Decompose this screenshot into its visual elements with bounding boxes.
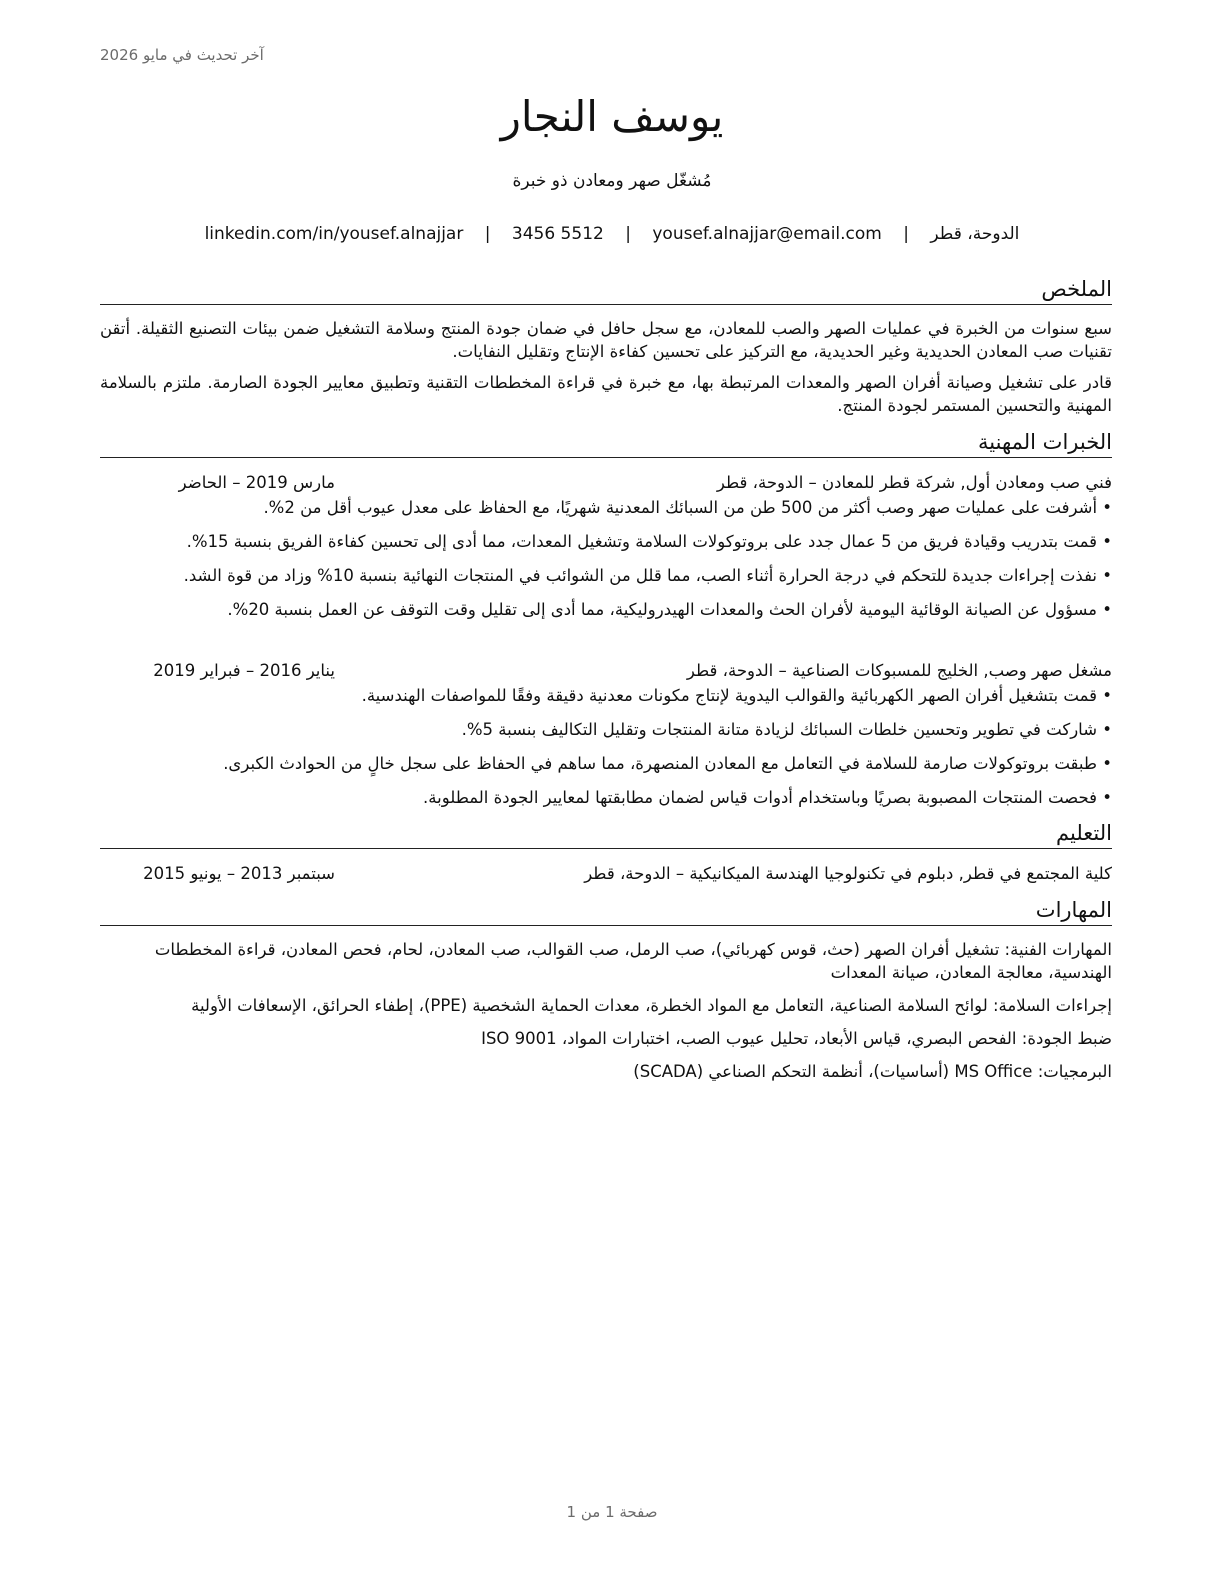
- contact-location: الدوحة، قطر: [930, 224, 1020, 244]
- job-bullet: • مسؤول عن الصيانة الوقائية اليومية لأفران الحث والمعدات الهيدروليكية، مما أدى إلى تقليل وقت التوقف عن العمل بنسبة 20%.: [227, 600, 1112, 619]
- contact-email[interactable]: yousef.alnajjar@email.com: [652, 224, 882, 244]
- contact-phone[interactable]: 3456 5512: [511, 224, 604, 244]
- job-bullet: • أشرفت على عمليات صهر وصب أكثر من 500 طن من السبائك المعدنية شهريًا، مع الحفاظ على معدل عيوب أقل من 2%.: [263, 498, 1112, 517]
- skill-line: ضبط الجودة: الفحص البصري، قياس الأبعاد، تحليل عيوب الصب، اختبارات المواد، ISO 9001: [481, 1029, 1112, 1048]
- job-bullet: • فحصت المنتجات المصبوبة بصريًا وباستخدام أدوات قياس لضمان مطابقتها لمعايير الجودة المطلوبة.: [423, 788, 1112, 807]
- job-bullet: • شاركت في تطوير وتحسين خلطات السبائك لزيادة متانة المنتجات وتقليل التكاليف بنسبة 5%.: [461, 720, 1112, 739]
- job-bullet: • نفذت إجراءات جديدة للتحكم في درجة الحرارة أثناء الصب، مما قلل من الشوائب في المنتجات النهائية بنسبة 10% وزاد من قوة الشد.: [183, 566, 1112, 585]
- contact-line: [0, 224, 1224, 244]
- candidate-title: مُشغّل صهر ومعادن ذو خبرة: [512, 171, 712, 191]
- contact-separator: |: [903, 224, 909, 244]
- contact-linkedin[interactable]: linkedin.com/in/yousef.alnajjar: [204, 224, 464, 244]
- skill-line: إجراءات السلامة: لوائح السلامة الصناعية، التعامل مع المواد الخطرة، معدات الحماية الشخصية (PPE)، إطفاء الحرائق، الإسعافات الأولية: [191, 996, 1112, 1015]
- summary-heading: الملخص: [100, 276, 1112, 305]
- job-header: [100, 470, 1112, 496]
- contact-separator: |: [484, 224, 491, 244]
- education-institution: كلية المجتمع في قطر, دبلوم في تكنولوجيا الهندسة الميكانيكية – الدوحة، قطر: [584, 864, 1112, 883]
- job-bullet: • قمت بتدريب وقيادة فريق من 5 عمال جدد على بروتوكولات السلامة وتشغيل المعدات، مما أدى إلى تحسين كفاءة الفريق بنسبة 15%.: [186, 532, 1112, 551]
- last-updated: آخر تحديث في مايو 2026: [100, 46, 264, 64]
- education-entry: [100, 861, 1112, 887]
- page-number: صفحة 1 من 1: [566, 1503, 658, 1521]
- skill-line: البرمجيات: MS Office (أساسيات)، أنظمة التحكم الصناعي (SCADA): [633, 1062, 1112, 1081]
- job-bullet: • طبقت بروتوكولات صارمة للسلامة في التعامل مع المعادن المنصهرة، مما ساهم في الحفاظ على سجل خالٍ من الحوادث الكبرى.: [223, 754, 1112, 773]
- job-dates: يناير 2016 – فبراير 2019: [153, 661, 335, 680]
- job-dates: مارس 2019 – الحاضر: [178, 473, 335, 492]
- job-title-company: فني صب ومعادن أول, شركة قطر للمعادن – الدوحة، قطر: [716, 473, 1112, 492]
- education-heading: التعليم: [100, 820, 1112, 849]
- experience-heading: الخبرات المهنية: [100, 429, 1112, 458]
- skills-heading: المهارات: [100, 897, 1112, 926]
- resume-content: [100, 276, 1112, 1093]
- contact-separator: |: [625, 224, 631, 244]
- job-title-company: مشغل صهر وصب, الخليج للمسبوكات الصناعية – الدوحة، قطر: [686, 661, 1112, 680]
- education-dates: سبتمبر 2013 – يونيو 2015: [143, 864, 335, 883]
- summary-paragraph: قادر على تشغيل وصيانة أفران الصهر والمعدات المرتبطة بها، مع خبرة في قراءة المخططات التقنية وتطبيق معايير الجودة الصارمة. ملتزم بالسلامة المهنية والتحسين المستمر لجودة المنتج.: [100, 373, 1112, 415]
- summary-paragraph: سبع سنوات من الخبرة في عمليات الصهر والصب للمعادن، مع سجل حافل في ضمان جودة المنتج وسلامة التشغيل ضمن بيئات التصنيع الثقيلة. أتقن تقنيات صب المعادن الحديدية وغير الحديدية، مع التركيز على تحسين كفاءة الإنتاج وتقليل النفايات.: [100, 319, 1112, 361]
- candidate-name: يوسف النجار: [500, 92, 724, 141]
- job-bullet: • قمت بتشغيل أفران الصهر الكهربائية والقوالب اليدوية لإنتاج مكونات معدنية دقيقة وفقًا للمواصفات الهندسية.: [361, 686, 1112, 705]
- job-header: [100, 658, 1112, 684]
- skill-line: المهارات الفنية: تشغيل أفران الصهر (حث، قوس كهربائي)، صب الرمل، صب القوالب، صب المعادن، لحام، فحص المعادن، قراءة المخططات الهندسية، معالجة المعادن، صيانة المعدات: [154, 940, 1112, 982]
